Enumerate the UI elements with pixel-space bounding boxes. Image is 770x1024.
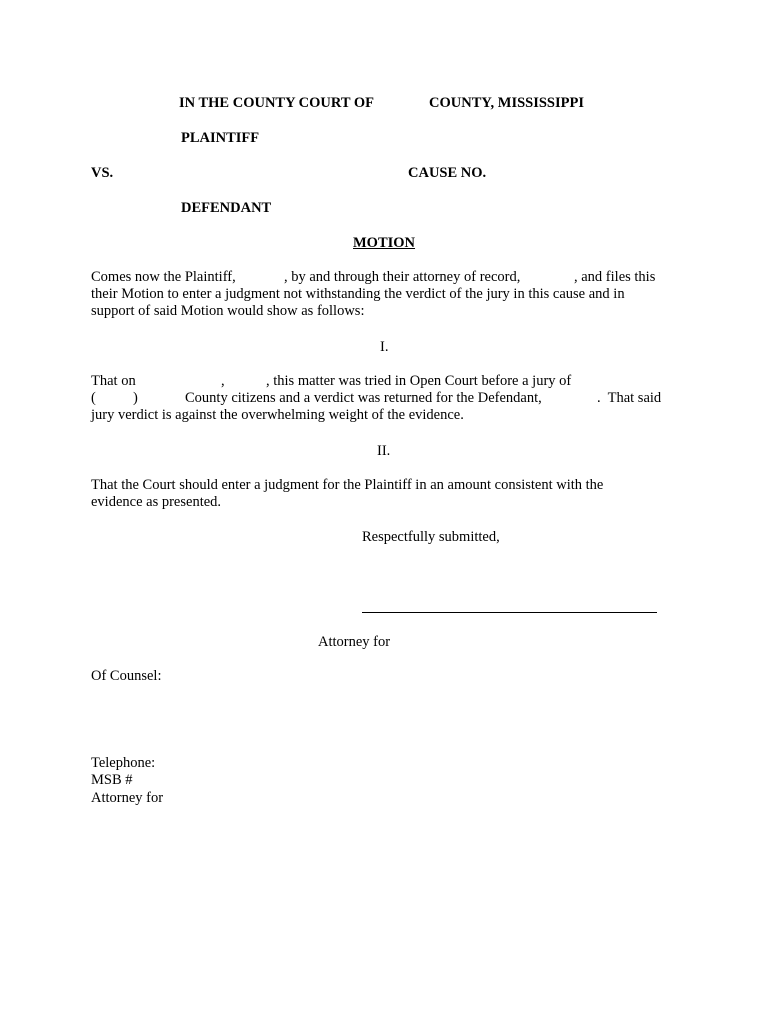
- intro-line-1c: , and files this: [574, 269, 656, 285]
- versus-label: VS.: [91, 165, 114, 181]
- signature-attorney-for: Attorney for: [318, 634, 391, 650]
- court-name-suffix: COUNTY, MISSISSIPPI: [429, 95, 584, 111]
- section-two-line-2: evidence as presented.: [91, 494, 222, 510]
- section-one-line-2c: County citizens and a verdict was returned for the Defendant,: [185, 390, 542, 406]
- section-two-line-1: That the Court should enter a judgment for the Plaintiff in an amount consistent with the: [91, 477, 604, 493]
- intro-line-3: support of said Motion would show as follows:: [91, 303, 365, 319]
- intro-line-1b: , by and through their attorney of record,: [284, 269, 521, 285]
- section-one-line-2d: . That said: [597, 390, 662, 406]
- intro-line-1a: Comes now the Plaintiff,: [91, 269, 236, 285]
- footer-attorney-for: Attorney for: [91, 790, 164, 806]
- signature-line: [362, 612, 657, 613]
- section-one-line-2a: (: [91, 390, 96, 406]
- document-title: MOTION: [353, 235, 416, 251]
- section-one-line-1b: ,: [221, 373, 225, 389]
- section-one-line-3: jury verdict is against the overwhelming weight of the evidence.: [91, 407, 464, 423]
- section-one-line-1a: That on: [91, 373, 136, 389]
- section-one-line-2b: ): [133, 390, 138, 406]
- closing-text: Respectfully submitted,: [362, 529, 500, 545]
- cause-number-label: CAUSE NO.: [408, 165, 487, 181]
- of-counsel-label: Of Counsel:: [91, 668, 162, 684]
- section-one-numeral: I.: [380, 339, 389, 355]
- intro-line-2: their Motion to enter a judgment not withstanding the verdict of the jury in this cause and in: [91, 286, 625, 302]
- msb-number-label: MSB #: [91, 772, 133, 788]
- plaintiff-label: PLAINTIFF: [181, 130, 260, 146]
- defendant-label: DEFENDANT: [181, 200, 272, 216]
- telephone-label: Telephone:: [91, 755, 156, 771]
- court-name-prefix: IN THE COUNTY COURT OF: [179, 95, 374, 111]
- section-one-line-1c: , this matter was tried in Open Court before a jury of: [266, 373, 572, 389]
- section-two-numeral: II.: [377, 443, 391, 459]
